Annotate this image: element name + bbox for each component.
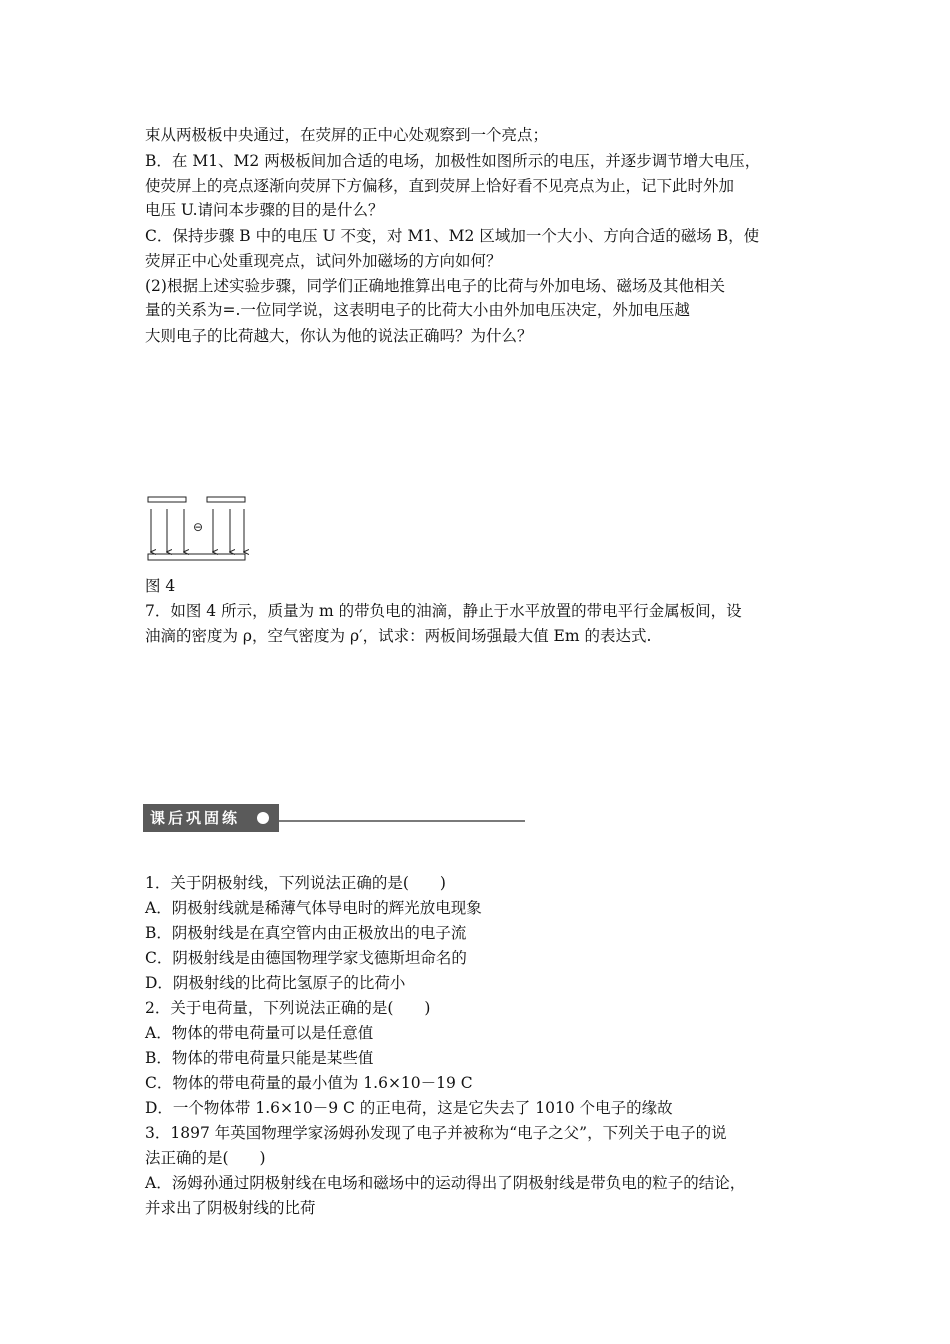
text-line: 使荧屏上的亮点逐渐向荧屏下方偏移，直到荧屏上恰好看不见亮点为止，记下此时外加 (145, 177, 735, 195)
exercise-line: C．阴极射线是由德国物理学家戈德斯坦命名的 (145, 949, 467, 967)
exercise-line: 2．关于电荷量，下列说法正确的是( ) (145, 999, 431, 1017)
text-line: (2)根据上述实验步骤，同学们正确地推算出电子的比荷与外加电场、磁场及其他相关 (145, 277, 725, 295)
exercise-line: A．阴极射线就是稀薄气体导电时的辉光放电现象 (145, 899, 482, 917)
text-line: 大则电子的比荷越大，你认为他的说法正确吗？为什么？ (145, 327, 533, 345)
exercise-line: 并求出了阴极射线的比荷 (145, 1199, 316, 1217)
text-line: 束从两极板中央通过，在荧屏的正中心处观察到一个亮点； (145, 126, 549, 144)
text-line: 量的关系为=.一位同学说，这表明电子的比荷大小由外加电压决定，外加电压越 (145, 301, 690, 319)
section-title: 课后巩固练 (143, 804, 279, 832)
figure-caption: 图 4 (145, 577, 176, 595)
question-7-line: 油滴的密度为 ρ，空气密度为 ρ′，试求：两板间场强最大值 Em 的表达式. (145, 627, 652, 645)
exercise-line: B．物体的带电荷量只能是某些值 (145, 1049, 374, 1067)
exercise-line: 法正确的是( ) (145, 1149, 266, 1167)
figure-4-parallel-plates (140, 492, 255, 564)
upper-plate-left (148, 497, 186, 502)
exercise-line: D．阴极射线的比荷比氢原子的比荷小 (145, 974, 406, 992)
upper-plate-right (207, 497, 245, 502)
exercise-line: 1．关于阴极射线，下列说法正确的是( ) (145, 874, 446, 892)
text-line: C．保持步骤 B 中的电压 U 不变，对 M1、M2 区域加一个大小、方向合适的磁场 B，使 (145, 227, 760, 245)
exercise-line: D．一个物体带 1.6×10－9 C 的正电荷，这是它失去了 1010 个电子的缘故 (145, 1099, 673, 1117)
exercise-line: C．物体的带电荷量的最小值为 1.6×10－19 C (145, 1074, 473, 1092)
exercise-line: 3．1897 年英国物理学家汤姆孙发现了电子并被称为“电子之父”，下列关于电子的说 (145, 1124, 727, 1142)
exercise-line: A．物体的带电荷量可以是任意值 (145, 1024, 374, 1042)
question-7-line: 7．如图 4 所示，质量为 m 的带负电的油滴，静止于水平放置的带电平行金属板间，设 (145, 602, 742, 620)
exercise-line: B．阴极射线是在真空管内由正极放出的电子流 (145, 924, 467, 942)
lower-plate (148, 554, 245, 560)
text-line: 荧屏正中心处重现亮点，试问外加磁场的方向如何？ (145, 252, 502, 270)
text-line: B．在 M1、M2 两极板间加合适的电场，加极性如图所示的电压，并逐步调节增大电压， (145, 152, 761, 170)
text-line: 电压 U.请问本步骤的目的是什么？ (145, 201, 384, 219)
charged-drop-icon: ⊖ (192, 520, 204, 534)
bullet-dot-icon (257, 812, 269, 824)
section-divider (279, 820, 525, 822)
section-banner (143, 804, 533, 832)
exercise-line: A．汤姆孙通过阴极射线在电场和磁场中的运动得出了阴极射线是带负电的粒子的结论， (145, 1174, 746, 1192)
